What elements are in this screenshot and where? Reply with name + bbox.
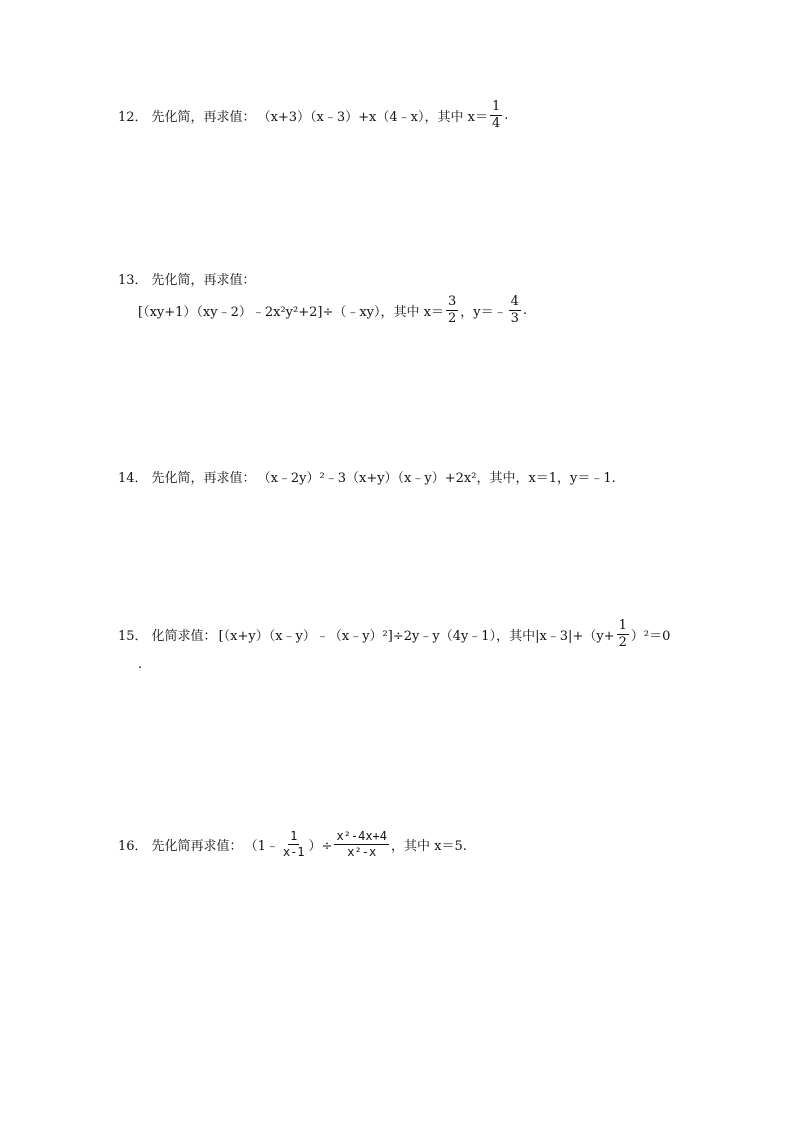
problem-14	[118, 458, 616, 494]
problem-number: 12．	[118, 109, 148, 125]
fraction-numerator: 4	[510, 293, 519, 309]
problem-number: 16．	[118, 838, 148, 854]
problem-number: 15．	[118, 628, 148, 644]
fraction-denominator: 2	[448, 310, 457, 326]
fraction-y	[509, 295, 521, 325]
fraction-denominator: x²-x	[347, 844, 377, 859]
problem-expression: （x+3）（x﹣3）+x（4﹣x），其中 x＝	[257, 109, 488, 125]
problem-expression: （x﹣2y）²﹣3（x+y）（x﹣y）+2x²，其中，x＝1，y＝﹣1.	[257, 470, 616, 486]
fraction	[617, 619, 629, 649]
problem-expression: [（xy+1）（xy﹣2）﹣2x²y²+2]÷（﹣xy），其中 x＝	[138, 304, 444, 320]
fraction-numerator: 1	[290, 828, 298, 843]
problem-15	[118, 616, 670, 676]
fraction-numerator: x²-4x+4	[336, 828, 388, 843]
fraction-inner	[281, 830, 307, 858]
problem-number: 14．	[118, 470, 148, 486]
problem-end: .	[504, 107, 509, 123]
fraction-divisor	[334, 830, 389, 858]
fraction-denominator: 2	[618, 634, 627, 650]
problem-12	[118, 97, 508, 133]
problem-16	[118, 822, 467, 866]
fraction-numerator: 1	[491, 98, 501, 114]
fraction-numerator: 3	[448, 293, 457, 309]
problem-number: 13．	[118, 272, 148, 288]
problem-expression: （1﹣	[244, 838, 279, 854]
trailing-period: .	[138, 656, 143, 672]
problem-end: ，其中 x＝5.	[391, 838, 467, 854]
problem-13	[118, 264, 527, 328]
fraction-x	[446, 295, 458, 325]
problem-expression: [（x+y）（x﹣y）﹣（x﹣y）²]÷2y﹣y（4y﹣1），其中|x﹣3|+（y+	[218, 628, 615, 644]
fraction-denominator: x-1	[282, 844, 305, 859]
problem-separator: ，y＝﹣	[460, 304, 507, 320]
problem-instruction: 先化简，再求值：	[151, 109, 256, 125]
problem-end: ）²＝0	[630, 628, 671, 644]
fraction	[490, 100, 502, 130]
problem-operator: ）÷	[308, 838, 333, 854]
problem-instruction: 先化简，再求值：	[151, 272, 256, 288]
fraction-denominator: 4	[491, 115, 501, 131]
fraction-denominator: 3	[510, 310, 519, 326]
problem-end: .	[522, 302, 528, 318]
fraction-numerator: 1	[618, 617, 627, 633]
problem-instruction: 化简求值：	[151, 628, 217, 644]
problem-instruction: 先化简，再求值：	[151, 470, 256, 486]
problem-instruction: 先化简再求值：	[151, 838, 243, 854]
